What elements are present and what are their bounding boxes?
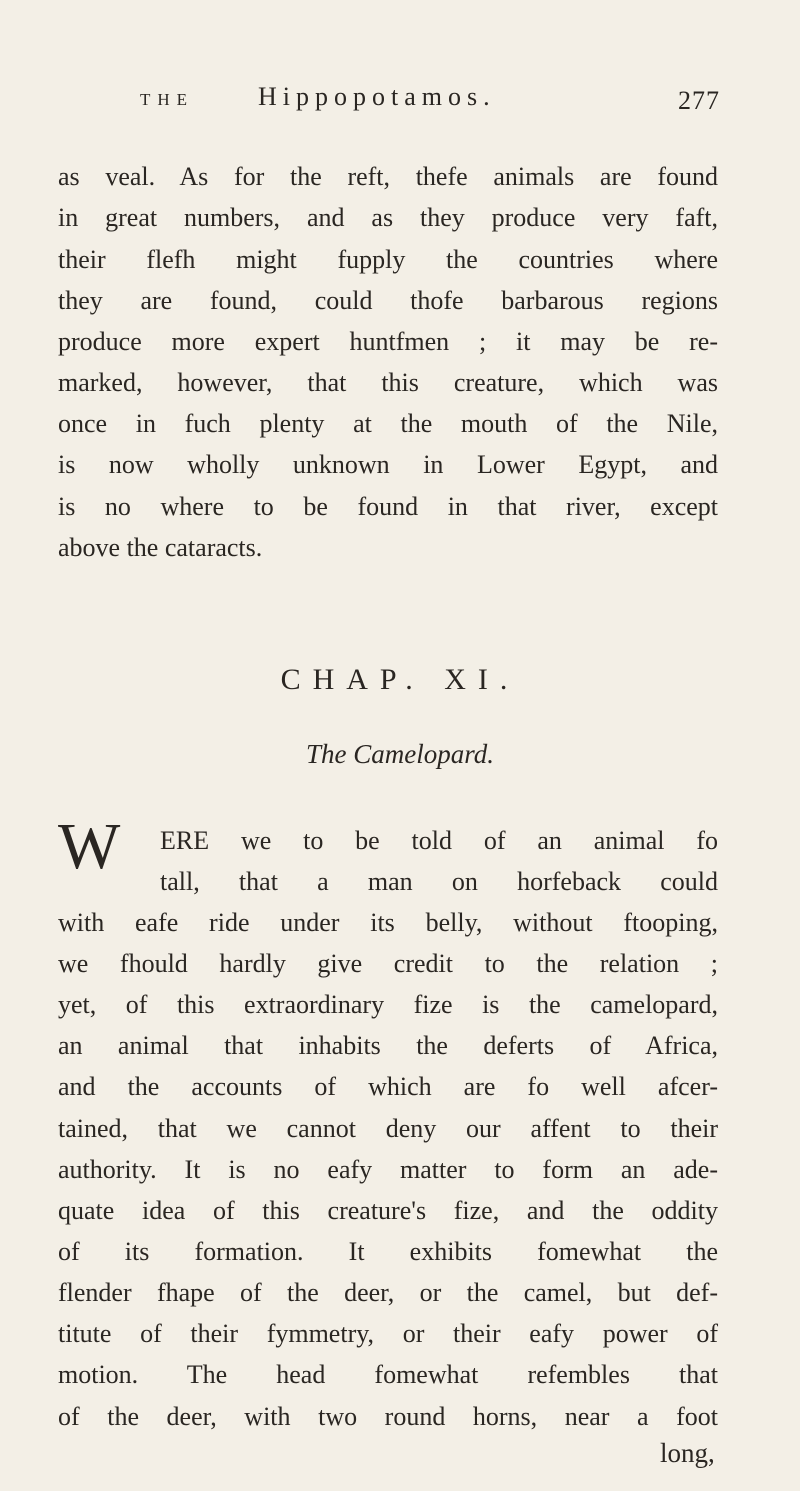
text-line: of its formation. It exhibits fomewhat the	[58, 1237, 718, 1266]
text-line: produce more expert huntfmen ; it may be re-	[58, 327, 718, 356]
text-line: marked, however, that this creature, which was	[58, 368, 718, 397]
text-line: tall, that a man on horfeback could	[160, 867, 718, 896]
running-head	[140, 82, 720, 122]
text-line: yet, of this extraordinary fize is the camelopard,	[58, 990, 718, 1019]
text-line: as veal. As for the reft, thefe animals are found	[58, 162, 718, 191]
text-line: once in fuch plenty at the mouth of the Nile,	[58, 409, 718, 438]
text-line: motion. The head fomewhat refembles that	[58, 1360, 718, 1389]
chapter-heading: CHAP. XI.	[280, 663, 520, 696]
text-line: above the cataracts.	[58, 533, 263, 562]
running-head-title: Hippopotamos.	[258, 82, 496, 111]
text-line: is no where to be found in that river, except	[58, 492, 718, 521]
text-line: an animal that inhabits the deferts of Africa,	[58, 1031, 718, 1060]
text-line: authority. It is no eafy matter to form an ade-	[58, 1155, 718, 1184]
text-line: in great numbers, and as they produce very faft,	[58, 203, 718, 232]
text-line: ERE we to be told of an animal fo	[160, 826, 718, 855]
text-line: with eafe ride under its belly, without ftooping,	[58, 908, 718, 937]
drop-cap: W	[58, 810, 121, 883]
text-line: they are found, could thofe barbarous regions	[58, 286, 718, 315]
text-line: titute of their fymmetry, or their eafy power of	[58, 1319, 718, 1348]
text-line: and the accounts of which are fo well afcer-	[58, 1072, 718, 1101]
chapter-title: The Camelopard.	[306, 739, 494, 769]
text-line: of the deer, with two round horns, near a foot	[58, 1402, 718, 1431]
text-line: flender fhape of the deer, or the camel, but def-	[58, 1278, 718, 1307]
text-line: we fhould hardly give credit to the relation ;	[58, 949, 718, 978]
catchword: long,	[660, 1438, 715, 1468]
page-number: 277	[678, 86, 720, 115]
text-line: tained, that we cannot deny our affent to their	[58, 1114, 718, 1143]
text-line: their flefh might fupply the countries where	[58, 245, 718, 274]
text-line: quate idea of this creature's fize, and the oddity	[58, 1196, 718, 1225]
running-head-article: THE	[140, 90, 195, 109]
text-line: is now wholly unknown in Lower Egypt, and	[58, 450, 718, 479]
